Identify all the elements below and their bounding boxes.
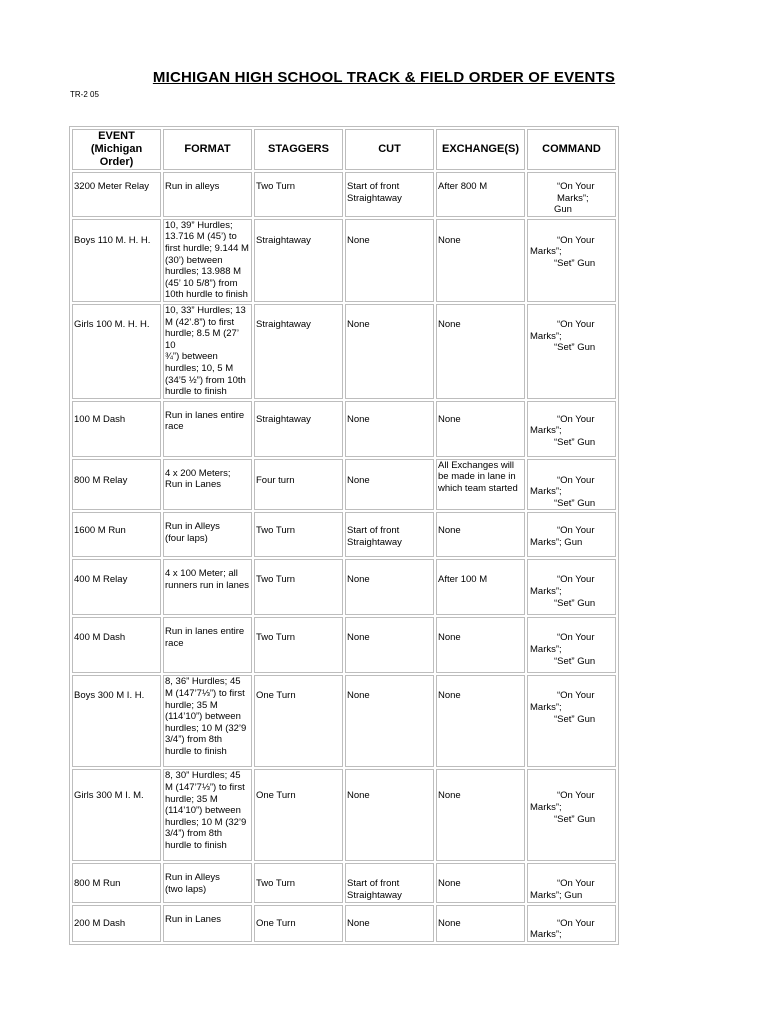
document-title: MICHIGAN HIGH SCHOOL TRACK & FIELD ORDER OF EVENTS: [152, 69, 616, 86]
cell-format: Run in alleys: [163, 172, 252, 217]
cell-event: Boys 300 M I. H.: [72, 675, 161, 767]
cell-cut: None: [345, 617, 434, 673]
cell-command: “On Your Marks”; Gun: [527, 172, 616, 217]
cell-cut: Start of front Straightaway: [345, 172, 434, 217]
header-command: COMMAND: [527, 129, 616, 170]
table-row: [72, 675, 616, 767]
cell-exchange: None: [436, 905, 525, 942]
order-of-events-table: [69, 126, 619, 945]
cell-event: Boys 110 M. H. H.: [72, 219, 161, 302]
cell-staggers: Two Turn: [254, 172, 343, 217]
cell-format: Run in Lanes: [163, 905, 252, 942]
table-row: [72, 769, 616, 861]
cell-exchange: After 100 M: [436, 559, 525, 615]
header-cut: CUT: [345, 129, 434, 170]
cell-format: Run in lanes entire race: [163, 617, 252, 673]
cell-staggers: One Turn: [254, 905, 343, 942]
cell-event: 800 M Relay: [72, 459, 161, 511]
cell-exchange: None: [436, 769, 525, 861]
cell-command: “On Your Marks”; “Set” Gun: [527, 559, 616, 615]
header-staggers: STAGGERS: [254, 129, 343, 170]
header-format: FORMAT: [163, 129, 252, 170]
cell-staggers: One Turn: [254, 675, 343, 767]
cell-staggers: Straightaway: [254, 401, 343, 457]
cell-cut: None: [345, 304, 434, 399]
cell-format: 10, 33” Hurdles; 13 M (42’.8”) to first hurdle; 8.5 M (27’ 10 ¾”) between hurdles; 10, 5 M (34’5 ½”) from 10th hurdle to finish: [163, 304, 252, 399]
cell-format: Run in Alleys (four laps): [163, 512, 252, 557]
cell-format: 8, 36” Hurdles; 45 M (147’7⅓”) to first hurdle; 35 M (114’10”) between hurdles; 10 M (32’9 3/4”) from 8th hurdle to finish: [163, 675, 252, 767]
cell-event: 400 M Dash: [72, 617, 161, 673]
cell-format: 8, 30” Hurdles; 45 M (147’7⅓”) to first hurdle; 35 M (114’10”) between hurdles; 10 M (32’9 3/4”) from 8th hurdle to finish: [163, 769, 252, 861]
cell-command: “On Your Marks”; “Set” Gun: [527, 459, 616, 511]
cell-command: “On Your Marks”; “Set” Gun: [527, 401, 616, 457]
cell-staggers: Straightaway: [254, 304, 343, 399]
cell-command: “On Your Marks”; “Set” Gun: [527, 219, 616, 302]
cell-command: “On Your Marks”; “Set” Gun: [527, 675, 616, 767]
table-body: [72, 172, 616, 942]
cell-command: “On Your Marks”; “Set” Gun: [527, 617, 616, 673]
cell-cut: None: [345, 559, 434, 615]
cell-format: 4 x 100 Meter; all runners run in lanes: [163, 559, 252, 615]
cell-exchange: None: [436, 401, 525, 457]
cell-cut: None: [345, 769, 434, 861]
cell-exchange: None: [436, 617, 525, 673]
cell-format: 4 x 200 Meters; Run in Lanes: [163, 459, 252, 511]
cell-cut: Start of front Straightaway: [345, 512, 434, 557]
cell-cut: Start of front Straightaway: [345, 863, 434, 902]
cell-format: Run in lanes entire race: [163, 401, 252, 457]
cell-staggers: Two Turn: [254, 512, 343, 557]
table-row: [72, 863, 616, 902]
cell-staggers: Two Turn: [254, 617, 343, 673]
cell-cut: None: [345, 219, 434, 302]
cell-staggers: Straightaway: [254, 219, 343, 302]
table-row: [72, 559, 616, 615]
cell-exchange: None: [436, 512, 525, 557]
cell-staggers: Two Turn: [254, 863, 343, 902]
cell-event: Girls 300 M I. M.: [72, 769, 161, 861]
cell-cut: None: [345, 905, 434, 942]
cell-cut: None: [345, 401, 434, 457]
header-event: EVENT (Michigan Order): [72, 129, 161, 170]
table-row: [72, 219, 616, 302]
table-row: [72, 172, 616, 217]
cell-event: 3200 Meter Relay: [72, 172, 161, 217]
document-code: TR-2 05: [70, 90, 99, 99]
table-row: [72, 401, 616, 457]
cell-exchange: None: [436, 304, 525, 399]
cell-command: “On Your Marks”; “Set” Gun: [527, 769, 616, 861]
cell-event: 100 M Dash: [72, 401, 161, 457]
cell-event: Girls 100 M. H. H.: [72, 304, 161, 399]
cell-event: 1600 M Run: [72, 512, 161, 557]
cell-command: “On Your Marks”; “Set” Gun: [527, 304, 616, 399]
cell-exchange: None: [436, 675, 525, 767]
cell-staggers: Four turn: [254, 459, 343, 511]
header-exchanges: EXCHANGE(S): [436, 129, 525, 170]
cell-format: Run in Alleys (two laps): [163, 863, 252, 902]
cell-event: 400 M Relay: [72, 559, 161, 615]
cell-event: 200 M Dash: [72, 905, 161, 942]
cell-command: “On Your Marks”;: [527, 905, 616, 942]
cell-command: “On Your Marks”; Gun: [527, 863, 616, 902]
cell-format: 10, 39” Hurdles; 13.716 M (45’) to first hurdle; 9.144 M (30’) between hurdles; 13.988 M (45’ 10 5/8”) from 10th hurdle to finish: [163, 219, 252, 302]
table-row: [72, 459, 616, 511]
table-row: [72, 905, 616, 942]
cell-staggers: Two Turn: [254, 559, 343, 615]
cell-exchange: None: [436, 863, 525, 902]
cell-cut: None: [345, 675, 434, 767]
table-row: [72, 304, 616, 399]
cell-cut: None: [345, 459, 434, 511]
cell-exchange: All Exchanges will be made in lane in which team started: [436, 459, 525, 511]
table-row: [72, 617, 616, 673]
cell-exchange: None: [436, 219, 525, 302]
table-header-row: [72, 129, 616, 170]
cell-command: “On Your Marks”; Gun: [527, 512, 616, 557]
cell-event: 800 M Run: [72, 863, 161, 902]
cell-exchange: After 800 M: [436, 172, 525, 217]
table-row: [72, 512, 616, 557]
cell-staggers: One Turn: [254, 769, 343, 861]
